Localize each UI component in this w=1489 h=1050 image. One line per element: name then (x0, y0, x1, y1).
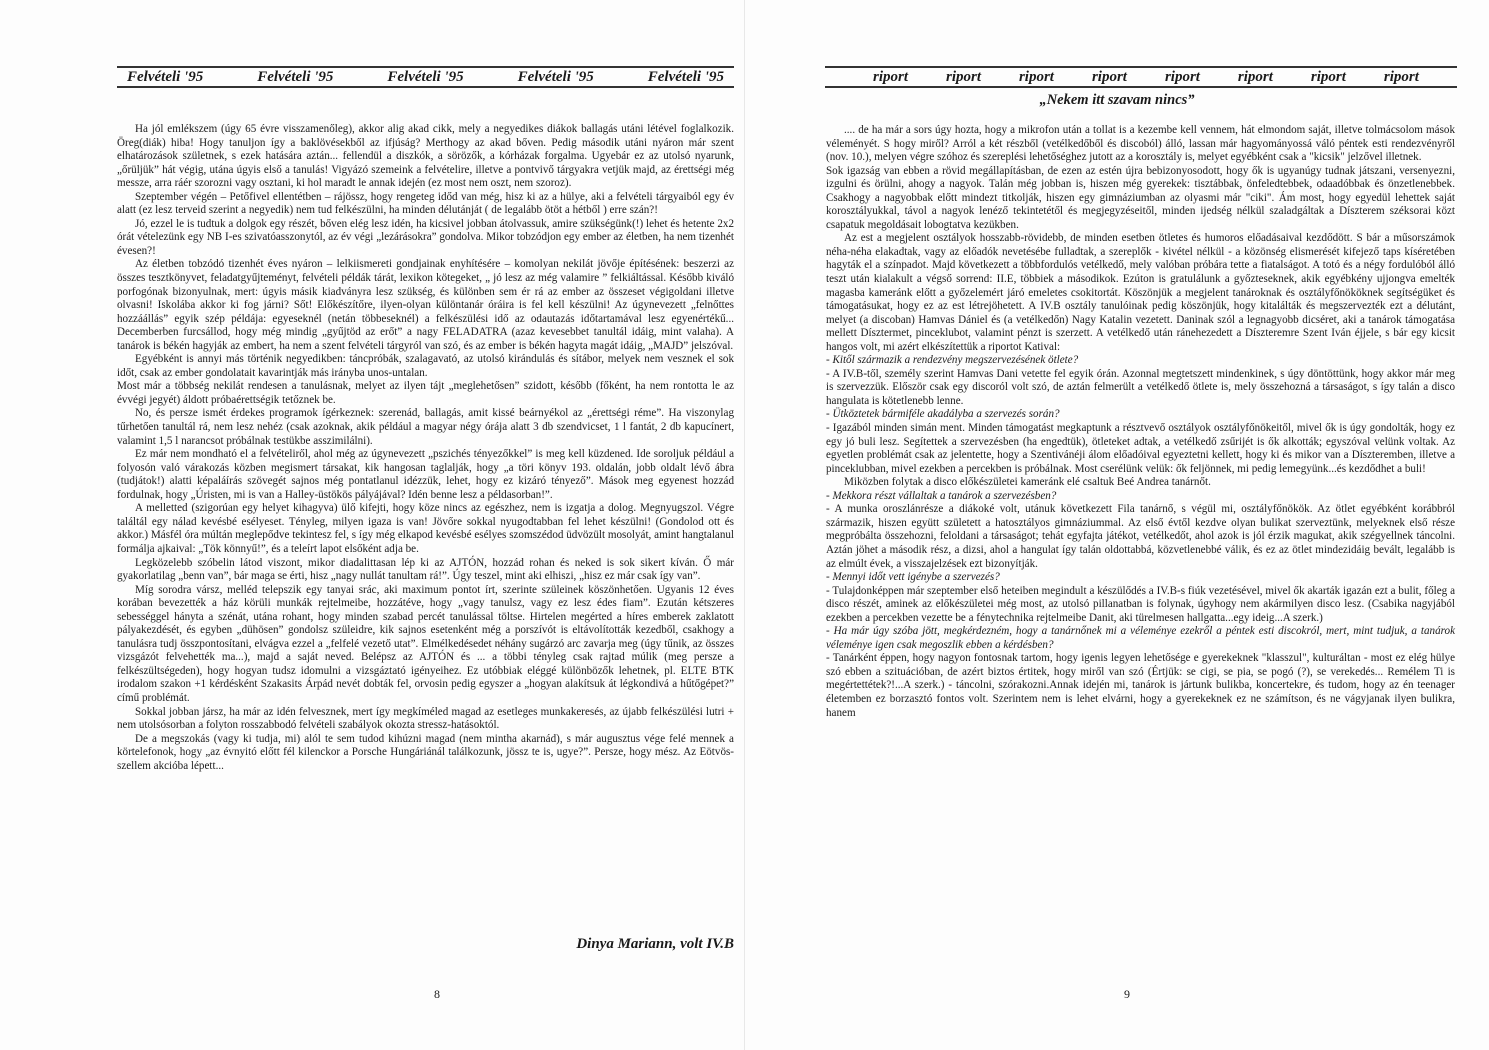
paragraph: No, és persze ismét érdekes programok ígérkeznek: szerenád, ballagás, amit kissé beárnyékol az „érettségi réme”. Ha viszonylag tűrhetően tanultál rá, nem lesz nehéz (csak azoknak, akik például a magyar négy órája alatt 3 db szendvicset, 1 l fantát, 2 db kapucínert, valamint 1,5 l narancsot próbálnak testükbe asszimilálni). (117, 407, 734, 447)
paragraph: Sokkal jobban jársz, ha már az idén felvesznek, mert így megkíméled magad az esetleges munkakeresés, az újabb felkészülési lutri + nem utolsósorban a folyton rosszabbodó felvételi szabályok okozta stressz-hatásoktól. (117, 705, 734, 732)
paragraph: Míg sorodra vársz, melléd telepszik egy tanyai srác, aki maximum pontot írt, szerinte szüleinek köszönhetően. Ugyanis 12 éves korában bevezették a ház körüli munkák rejtelmeibe, hozzátéve, hogy „vagy tanulsz, vagy ez lesz édes fiam”. Ezután kétszeres sebességgel hányta a szénát, utána rohant, hogy minden szabad percét tanulással töltse. Hirtelen megérted a híres emberek zaklatott pályakezdését, és egyben „dühösen” gondolsz szüleidre, kik sajnos esetenként még a porszívót is eltávolították kezedből, csakhogy a tanulásra tudj összpontosítani, elvágva ezzel a „felfelé vezető utat”. Elmélkedésedet néhány sugárzó arc zavarja meg (úgy tűnik, az összes vizsgázót felvehették ma...), majd a saját neved. Belépsz az AJTÓN és ... a többi tényleg csak rajtad múlik (meg persze a felkészültségeden), hogy hogyan tudsz idomulni a vizsgáztató igényeihez. Ez utóbbiak eléggé különbözők lehetnek, pl. ELTE BTK irodalom szakon +1 kérdésként Szakasits Árpád nevét dobták fel, orvosin pedig egyszer a „hogyan alakítsuk át légkondivá a hűtőgépet?” című problémát. (117, 583, 734, 704)
page-number-right: 9 (1124, 987, 1130, 1001)
right-running-header (825, 66, 1457, 88)
header-item: Felvételi '95 (257, 68, 334, 85)
interview-question: - Ha már úgy szóba jött, megkérdezném, hogy a tanárnőnek mi a véleménye ezekről a péntek esti discokról, mert, mint tudjuk, a tanárok véleménye igen csak megoszlik ebben a kérdésben? (826, 625, 1455, 651)
interview-question: - Ütköztetek bármiféle akadályba a szervezés során? (826, 408, 1060, 421)
right-article-body (826, 124, 1455, 720)
header-item: riport (1383, 68, 1419, 85)
left-running-header (117, 66, 734, 88)
interview-question: - Mekkora részt vállaltak a tanárok a szervezésben? (826, 489, 1057, 502)
author-signature: Dinya Mariann, volt IV.B (576, 936, 734, 952)
header-item: riport (1091, 68, 1127, 85)
paragraph: Szeptember végén – Petőfivel ellentétben – rájössz, hogy rengeteg időd van még, hisz ki az a hülye, aki a felvételi tárgyaiból egy év alatt (ez lesz terveid szerint a negyedik) nem tud felkészülni, ha minden délutánját ( de legalább ötöt a hétből ) erre szán?! (117, 190, 734, 217)
header-item: Felvételi '95 (517, 68, 594, 85)
paragraph: Miközben folytak a disco előkészületei kameránk elé csaltuk Beé Andrea tanárnőt. (844, 476, 1211, 489)
header-item: riport (873, 68, 909, 85)
paragraph: Egyébként is annyi más történik negyedikben: táncpróbák, szalagavató, az utolsó kirándulás és sítábor, melyek nem vesznek el sok időt, csak az ember gondolatait kavarintják más irányba unos-untalan. (117, 353, 734, 379)
paragraph: - A IV.B-től, személy szerint Hamvas Dani vetette fel egyik órán. Azonnal megtetszett mindenkinek, s úgy döntöttünk, hogy akkor már meg is szervezzük. Először csak egy discoról volt szó, de aztán felmerült a vetélkedő ötlete is, mely összehozná a társaságot, s így talán a disco hangulata is kötetlenebb lenne. (826, 367, 1455, 407)
paragraph: De a megszokás (vagy ki tudja, mi) alól te sem tudod kihúzni magad (nem mintha akarnád), s már augusztus vége felé mennek a körtelefonok, hogy „az évnyitó előtt fél kilenckor a Porsche Hungáriánál találkozunk, jössz te is, ugye?”. Persze, hogy mész. Az Eötvös-szellem akcióba lépett... (117, 732, 734, 772)
paragraph: A melletted (szigorúan egy helyet kihagyva) ülő kifejti, hogy köze nincs az egészhez, nem is izgatja a dolog. Megnyugszol. Végre találtál egy nálad kevésbé esélyeset. Tényleg, milyen igaza is van! Jövőre sokkal nyugodtabban fel lehet készülni! (Gondolod ott és akkor.) Másfél óra múltán meglepődve tekintesz fel, s így még elkapod kevésbé esélyes szomszédod üdvözült mosolyát, amint hangtalanul formálja ajkaival: „Tök könnyű!”, és a teleírt lapot elsőként adja be. (117, 502, 734, 555)
paragraph: - A munka oroszlánrésze a diákoké volt, utánuk következett Fila tanárnő, s végül mi, osztályfőnökök. Az ötlet egyébként korábbról származik, hiszen együtt született a hatosztályos gimnáziummal. Az első évtől kezdve olyan bulikat szerveztünk, melyeknek első része megpróbálta összehozni, feloldani a társaságot; tehát egyfajta játékot, vetélkedőt, ahol azok is jól érzik magukat, akik szégyellnek táncolni. Aztán jöhet a második rész, a dizsi, ahol a hangulat így talán oldottabbá, közvetlenebbé válik, és ez az ötlet mindezidáig bevált, legalább is az elmúlt évek, a visszajelzések ezt bizonyítják. (826, 503, 1455, 570)
header-item: Felvételi '95 (387, 68, 464, 85)
header-item: Felvételi '95 (647, 68, 724, 85)
paragraph: .... de ha már a sors úgy hozta, hogy a mikrofon után a tollat is a kezembe kell vennem, hát elmondom saját, illetve tolmácsolom mások véleményét. S hogy miről? Arról a két részből (vetélkedőből és discoból) álló, lassan már hagyományossá váló péntek esti rendezvényről (nov. 10.), melyen végre szóhoz és szereplési lehetőséghez jutott az a korosztály is, melyet egyébként csak a "kicsik" jelzővel illetnek. (826, 124, 1455, 164)
header-item: riport (1237, 68, 1273, 85)
paragraph: Most már a többség nekilát rendesen a tanulásnak, melyet az ilyen tájt „meglehetősen” szidott, később (főként, ha nem rontotta le az évvégi jegyét) áldott próbaérettségik tetőznek be. (117, 380, 734, 406)
interview-question: - Mennyi időt vett igénybe a szervezés? (826, 571, 1000, 584)
header-item: Felvételi '95 (127, 68, 204, 85)
paragraph: Sok igazság van ebben a rövid megállapításban, de ezen az estén újra bebizonyosodott, hogy ők is ugyanúgy tudnak játszani, versenyezni, izgulni és örülni, ahogy a nagyok. Talán még jobban is, hiszen még gyerekek: tisztábbak, önfeledtebbek, odaadóbbak és önzetlenebbek. Csakhogy a nagyobbak előtt mindezt titkolják, hiszen egy gimnáziumban az olyasmi már "ciki". Ám most, hogy egyedül lehettek saját korosztályukkal, távol a nagyok lenéző tekintetétől és megjegyzéseitől, minden ijedség nélkül szaladgáltak a Díszterem széksorai közt csapatuk megoldásait lobogtatva kezükben. (826, 164, 1455, 231)
paragraph: - Igazából minden simán ment. Minden támogatást megkaptunk a résztvevő osztályok osztályfőnökeitől, mivel ők is úgy gondolták, hogy ez egy jó buli lesz. Segítettek a szervezésben (ha engedtük), ötleteket adtak, a vetélkedő zsűrijét is ők alkották; egyszóval velünk voltak. Az egyetlen problémát csak az jelentette, hogy a Szentivánéji álom előadóival egyeztetni kellett, hogy ki és mikor van a Díszteremben, illetve a pinceklubban, mivel ezekben a percekben is próbálnak. Most cserélünk velük: ők feljönnek, mi pedig lemegyünk...és kezdődhet a buli! (826, 422, 1455, 475)
paragraph: Az est a megjelent osztályok hosszabb-rövidebb, de minden esetben ötletes és humoros előadásaival kezdődött. S bár a műsorszámok néha-néha elakadtak, vagy az előadók nevetésébe fulladtak, a szereplők - kivétel nélkül - a közönség elismerését kifejező taps kíséretében hagyták el a színpadot. Majd következett a többfordulós vetélkedő, mely valóban próbára tette a fiatalságot. A totó és a négy fordulóból álló teszt után kialakult a végső sorrend: II.E, többiek a másodikok. Ezúton is gratulálunk a győzteseknek, akik egyébkény ujjongva emelték magasba kameránk előtt a győzelemért járó emeletes csokitortát. Köszönjük a megjelent tanároknak és osztályfőnököknek segítségüket és támogatásukat, hogy ez az est létrejöhetett. A IV.B osztály tanulóinak pedig köszönjük, hogy kitalálták és megszervezték ezt a délutánt, melyet (a discoban) Hamvas Dániel és (a vetélkedőn) Nagy Katalin vezetett. Daninak szól a legnagyobb dicséret, aki a tanárok támogatása mellett Dísztermet, pinceklubot, valamint pénzt is szerzett. A vetélkedő után ránehezedett a Díszteremre Szent Iván éjjele, s bár egy kicsit hangos volt, mi azért elkészítettük a riportot Katival: (826, 232, 1455, 353)
paragraph: Ha jól emlékszem (úgy 65 évre visszamenőleg), akkor alig akad cikk, mely a negyedikes diákok ballagás utáni létével foglalkozik. Öreg(diák) hiba! Hogy tanuljon így a baklövésekből az ifjúság? Merthogy az akad bőven. Pedig második utáni nyáron már szent elhatározások születnek, s ezek hatására aztán... fellendül a diszkók, a sörözők, a kórházak forgalma. Ugyebár ez az utolsó nyarunk, „őrüljük” hát végig, utána úgyis első a tanulás! Vigyázó szemeink a felvételire, illetve a pontvivő tárgyakra vetjük majd, az érettségi még messze, arra ráér szorozni vagy osztani, ki hol maradt le annak idején (ez most nem oszt, nem szoroz). (117, 123, 734, 190)
paragraph: Ez már nem mondható el a felvételiről, ahol még az úgynevezett „pszichés tényezőkkel” is meg kell küzdened. Ide soroljuk például a folyosón való várakozás közben megismert társakat, kik hangosan taglalják, hogy „a töri könyv 193. oldalán, jobb oldalt lévő ábra (tudjátok!) alatti képaláírás szövegét sajnos még pontatlanul idézzük, lehet, hogy ez kizáró tényező”. Mások meg egyenest hozzád fordulnak, hogy „Úristen, mi is van a Halley-üstökös pályájával? Idén benne lesz a példasorban!”. (117, 448, 734, 501)
paragraph: Az életben tobzódó tizenhét éves nyáron – lelkiismereti gondjainak enyhítésére – komolyan nekilát jövője építésének: beszerzi az összes tesztkönyvet, feladatgyűjteményt, felvételi példák tárát, lexikon kötegeket, „ jó lesz az még valamire ” felkiáltással. Később kiváló porfogónak bizonyulnak, mert: úgyis másik kiadványra lesz szükség, és különben sem ér rá az ember az összeset végigoldani illetve olvasni! Iskolába akkor ki fog járni? Sőt! Előkészítőre, ilyen-olyan különtanár óráira is fel kell készülni! Az úgynevezett „felnőttes hozzáállás” egyik szép példája: egyeseknél (netán többeseknél) a felkészülési idő az odautazás időtartamával lesz egyenértékű... Decemberben furcsállod, hogy még mindig „gyűjtöd az erőt” a nagy FELADATRA (azaz kevesebbet tanultál idáig, mint valaha). A tanárok is békén hagyják az embert, ha nem a szent felvételi tárgyról van szó, és az ember is békén hagyta magát idáig, „MAJD” jelszóval. (117, 258, 734, 352)
right-page (745, 0, 1489, 1050)
header-item: riport (1310, 68, 1346, 85)
page-number-left: 8 (434, 987, 440, 1001)
paragraph: - Tulajdonképpen már szeptember első heteiben megindult a készülődés a IV.B-s fiúk vezetésével, mivel ők akarták igazán ezt a bulit, főleg a disco részét, aminek az előkészületei még most, az utolsó pillanatban is folynak, úgyhogy nem akármilyen disco lesz. (Csabika nagyjából ezekben a percekben vezette be a fénytechnika rejtelmeibe Danit, aki türelmesen hallgatta...egy ideig...A szerk.) (826, 584, 1455, 624)
header-item: riport (945, 68, 981, 85)
header-item: riport (1018, 68, 1054, 85)
header-item: riport (1164, 68, 1200, 85)
paragraph: - Tanárként éppen, hogy nagyon fontosnak tartom, hogy igenis legyen lehetősége e gyerekeknek "klasszul", kulturáltan - most ez elég hülye szó ebben a szituációban, de azért biztos értitek, hogy miről van szó (Értjük: se cigi, se pia, se pogó (?), se verekedés... Remélem Ti is megértettétek?!...A szerk.) - táncolni, szórakozni.Annak idején mi, tanárok is jártunk bulikba, koncertekre, és tudom, hogy az én teenager életemben ez borzasztó fontos volt. Szerintem nem is lehet elvárni, hogy a gyerekeknek ez ne számítson, és ne vágyjanak ilyen bulikra, hanem (826, 652, 1455, 719)
paragraph: Legközelebb szóbelin látod viszont, mikor diadalittasan lép ki az AJTÓN, hozzád rohan és neked is sok sikert kíván. Ő már gyakorlatilag „benn van”, bár maga se érti, hisz „nagy nullát tanultam rá!”. Úgy teszel, mint aki elhiszi, „hisz ez már csak így van”. (117, 556, 734, 583)
article-title: „Nekem itt szavam nincs” (1039, 92, 1195, 108)
left-article-body (117, 123, 734, 773)
paragraph: Jó, ezzel le is tudtuk a dolgok egy részét, bőven elég lesz idén, ha kicsivel jobban átolvassuk, amire szükségünk(!) lehet és hetente 2x2 órát vételezünk egy NB I-es szivatóasszonytól, az év végi „lezárásokra” gondolva. Mikor tobzódjon egy ember az életben, ha nem tizenhét évesen?! (117, 217, 734, 257)
interview-question: - Kitől származik a rendezvény megszervezésének ötlete? (826, 354, 1079, 367)
